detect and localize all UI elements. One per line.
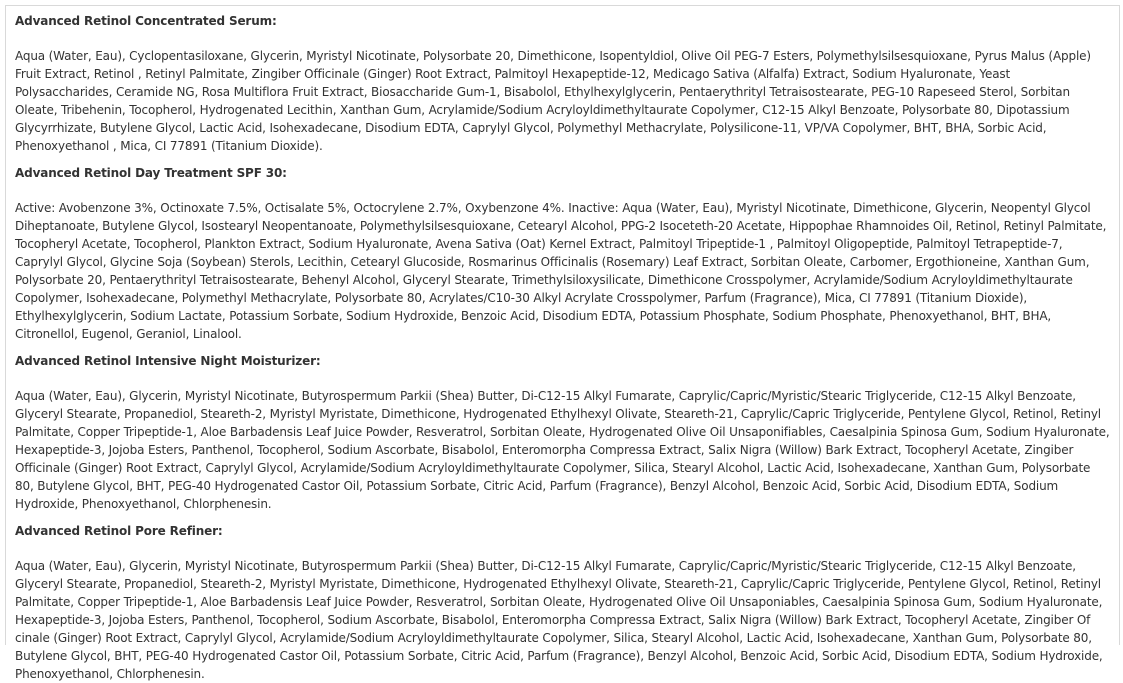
section-title: Advanced Retinol Day Treatment SPF 30: (15, 166, 287, 180)
ingredients-list: Active: Avobenzone 3%, Octinoxate 7.5%, Octisalate 5%, Octocrylene 2.7%, Oxybenzone 4%. Inactive: Aqua (Water, Eau), Myristyl Nicotinate, Dimethicone, Glycerin, Neopentyl Glycol Diheptanoate, Butylene Glycol, Isostearyl Neopentanoate, Polymethylsilsesquioxane, Cetearyl Alcohol, PPG-2 Isoceteth-20 Acetate, Hippophae Rhamnoides Oil, Retinol, Retinyl Palmitate, Tocopheryl Acetate, Tocopherol, Plankton Extract, Sodium Hyaluronate, Avena Sativa (Oat) Kernel Extract, Palmitoyl Tripeptide-1 , Palmitoyl Oligopeptide, Palmitoyl Tetrapeptide-7, Caprylyl Glycol, Glycine Soja (Soybean) Sterols, Lecithin, Cetearyl Glucoside, Rosmarinus Officinalis (Rosemary) Leaf Extract, Sorbitan Oleate, Carbomer, Ergothioneine, Xanthan Gum, Polysorbate 20, Pentaerythrityl Tetraisostearate, Behenyl Alcohol, Glyceryl Stearate, Trimethylsiloxysilicate, Dimethicone Crosspolymer, Acrylamide/Sodium Acryloyldimethyltaurate Copolymer, Isohexadecane, Polymethyl Methacrylate, Polysorbate 80, Acrylates/C10-30 Alkyl Acrylate Crosspolymer, Parfum (Fragrance), Mica, CI 77891 (Titanium Dioxide), Ethylhexylglycerin, Sodium Lactate, Potassium Sorbate, Sodium Hydroxide, Benzoic Acid, Disodium EDTA, Potassium Phosphate, Sodium Phosphate, Phenoxyethanol, BHT, BHA, Citronellol, Eugenol, Geraniol, Linalool. (15, 201, 1107, 341)
section-night-moisturizer (15, 352, 1110, 513)
ingredients-list: Aqua (Water, Eau), Glycerin, Myristyl Nicotinate, Butyrospermum Parkii (Shea) Butter, Di-C12-15 Alkyl Fumarate, Caprylic/Capric/Myristic/Stearic Triglyceride, C12-15 Alkyl Benzoate, Glyceryl Stearate, Propanediol, Steareth-2, Myristyl Myristate, Dimethicone, Hydrogenated Ethylhexyl Olivate, Steareth-21, Caprylic/Capric Triglyceride, Pentylene Glycol, Retinol, Retinyl Palmitate, Copper Tripeptide-1, Aloe Barbadensis Leaf Juice Powder, Resveratrol, Sorbitan Oleate, Hydrogenated Olive Oil Unsaponifiables, Caesalpinia Spinosa Gum, Sodium Hyaluronate, Hexapeptide-3, Jojoba Esters, Panthenol, Tocopherol, Sodium Ascorbate, Bisabolol, Enteromorpha Compressa Extract, Salix Nigra (Willow) Bark Extract, Tocopheryl Acetate, Zingiber Officinale (Ginger) Root Extract, Caprylyl Glycol, Acrylamide/Sodium Acryloyldimethyltaurate Copolymer, Silica, Stearyl Alcohol, Lactic Acid, Isohexadecane, Xanthan Gum, Polysorbate 80, Butylene Glycol, BHT, PEG-40 Hydrogenated Castor Oil, Potassium Sorbate, Citric Acid, Parfum (Fragrance), Benzyl Alcohol, Benzoic Acid, Sorbic Acid, Disodium EDTA, Sodium Hydroxide, Phenoxyethanol, Chlorphenesin. (15, 389, 1110, 511)
section-concentrated-serum (15, 12, 1110, 155)
section-title: Advanced Retinol Intensive Night Moisturizer: (15, 354, 321, 368)
ingredients-list: Aqua (Water, Eau), Glycerin, Myristyl Nicotinate, Butyrospermum Parkii (Shea) Butter, Di-C12-15 Alkyl Fumarate, Caprylic/Capric/Myristic/Stearic Triglyceride, C12-15 Alkyl Benzoate, Glyceryl Stearate, Propanediol, Steareth-2, Myristyl Myristate, Dimethicone, Hydrogenated Ethylhexyl Olivate, Steareth-21, Caprylic/Capric Triglyceride, Pentylene Glycol, Retinol, Retinyl Palmitate, Copper Tripeptide-1, Aloe Barbadensis Leaf Juice Powder, Resveratrol, Sorbitan Oleate, Hydrogenated Olive Oil Unsaponiables, Caesalpinia Spinosa Gum, Sodium Hyaluronate, Hexapeptide-3, Jojoba Esters, Panthenol, Tocopherol, Sodium Ascorbate, Bisabolol, Enteromorpha Compressa Extract, Salix Nigra (Willow) Bark Extract, Tocopheryl Acetate, Zingiber Of cinale (Ginger) Root Extract, Caprylyl Glycol, Acrylamide/Sodium Acryloyldimethyltaurate Copolymer, Silica, Stearyl Alcohol, Lactic Acid, Isohexadecane, Xanthan Gum, Polysorbate 80, Butylene Glycol, BHT, PEG-40 Hydrogenated Castor Oil, Potassium Sorbate, Citric Acid, Parfum (Fragrance), Benzyl Alcohol, Benzoic Acid, Sorbic Acid, Disodium EDTA, Sodium Hydroxide, Phenoxyethanol, Chlorphenesin. (15, 559, 1103, 681)
section-title: Advanced Retinol Concentrated Serum: (15, 14, 277, 28)
section-title: Advanced Retinol Pore Refiner: (15, 524, 223, 538)
section-day-treatment (15, 164, 1110, 343)
ingredients-panel (5, 5, 1120, 681)
section-pore-refiner (15, 522, 1110, 683)
ingredients-list: Aqua (Water, Eau), Cyclopentasiloxane, Glycerin, Myristyl Nicotinate, Polysorbate 20, Dimethicone, Isopentyldiol, Olive Oil PEG-7 Esters, Polymethylsilsesquioxane, Pyrus Malus (Apple) Fruit Extract, Retinol , Retinyl Palmitate, Zingiber Officinale (Ginger) Root Extract, Palmitoyl Hexapeptide-12, Medicago Sativa (Alfalfa) Extract, Sodium Hyaluronate, Yeast Polysaccharides, Ceramide NG, Rosa Multiflora Fruit Extract, Biosaccharide Gum-1, Bisabolol, Ethylhexylglycerin, Pentaerythrityl Tetraisostearate, PEG-10 Rapeseed Sterol, Sorbitan Oleate, Tribehenin, Tocopherol, Hydrogenated Lecithin, Xanthan Gum, Acrylamide/Sodium Acryloyldimethyltaurate Copolymer, C12-15 Alkyl Benzoate, Polysorbate 80, Dipotassium Glycyrrhizate, Butylene Glycol, Lactic Acid, Isohexadecane, Disodium EDTA, Caprylyl Glycol, Polymethyl Methacrylate, Polysilicone-11, VP/VA Copolymer, BHT, BHA, Sorbic Acid, Phenoxyethanol , Mica, CI 77891 (Titanium Dioxide). (15, 49, 1091, 153)
